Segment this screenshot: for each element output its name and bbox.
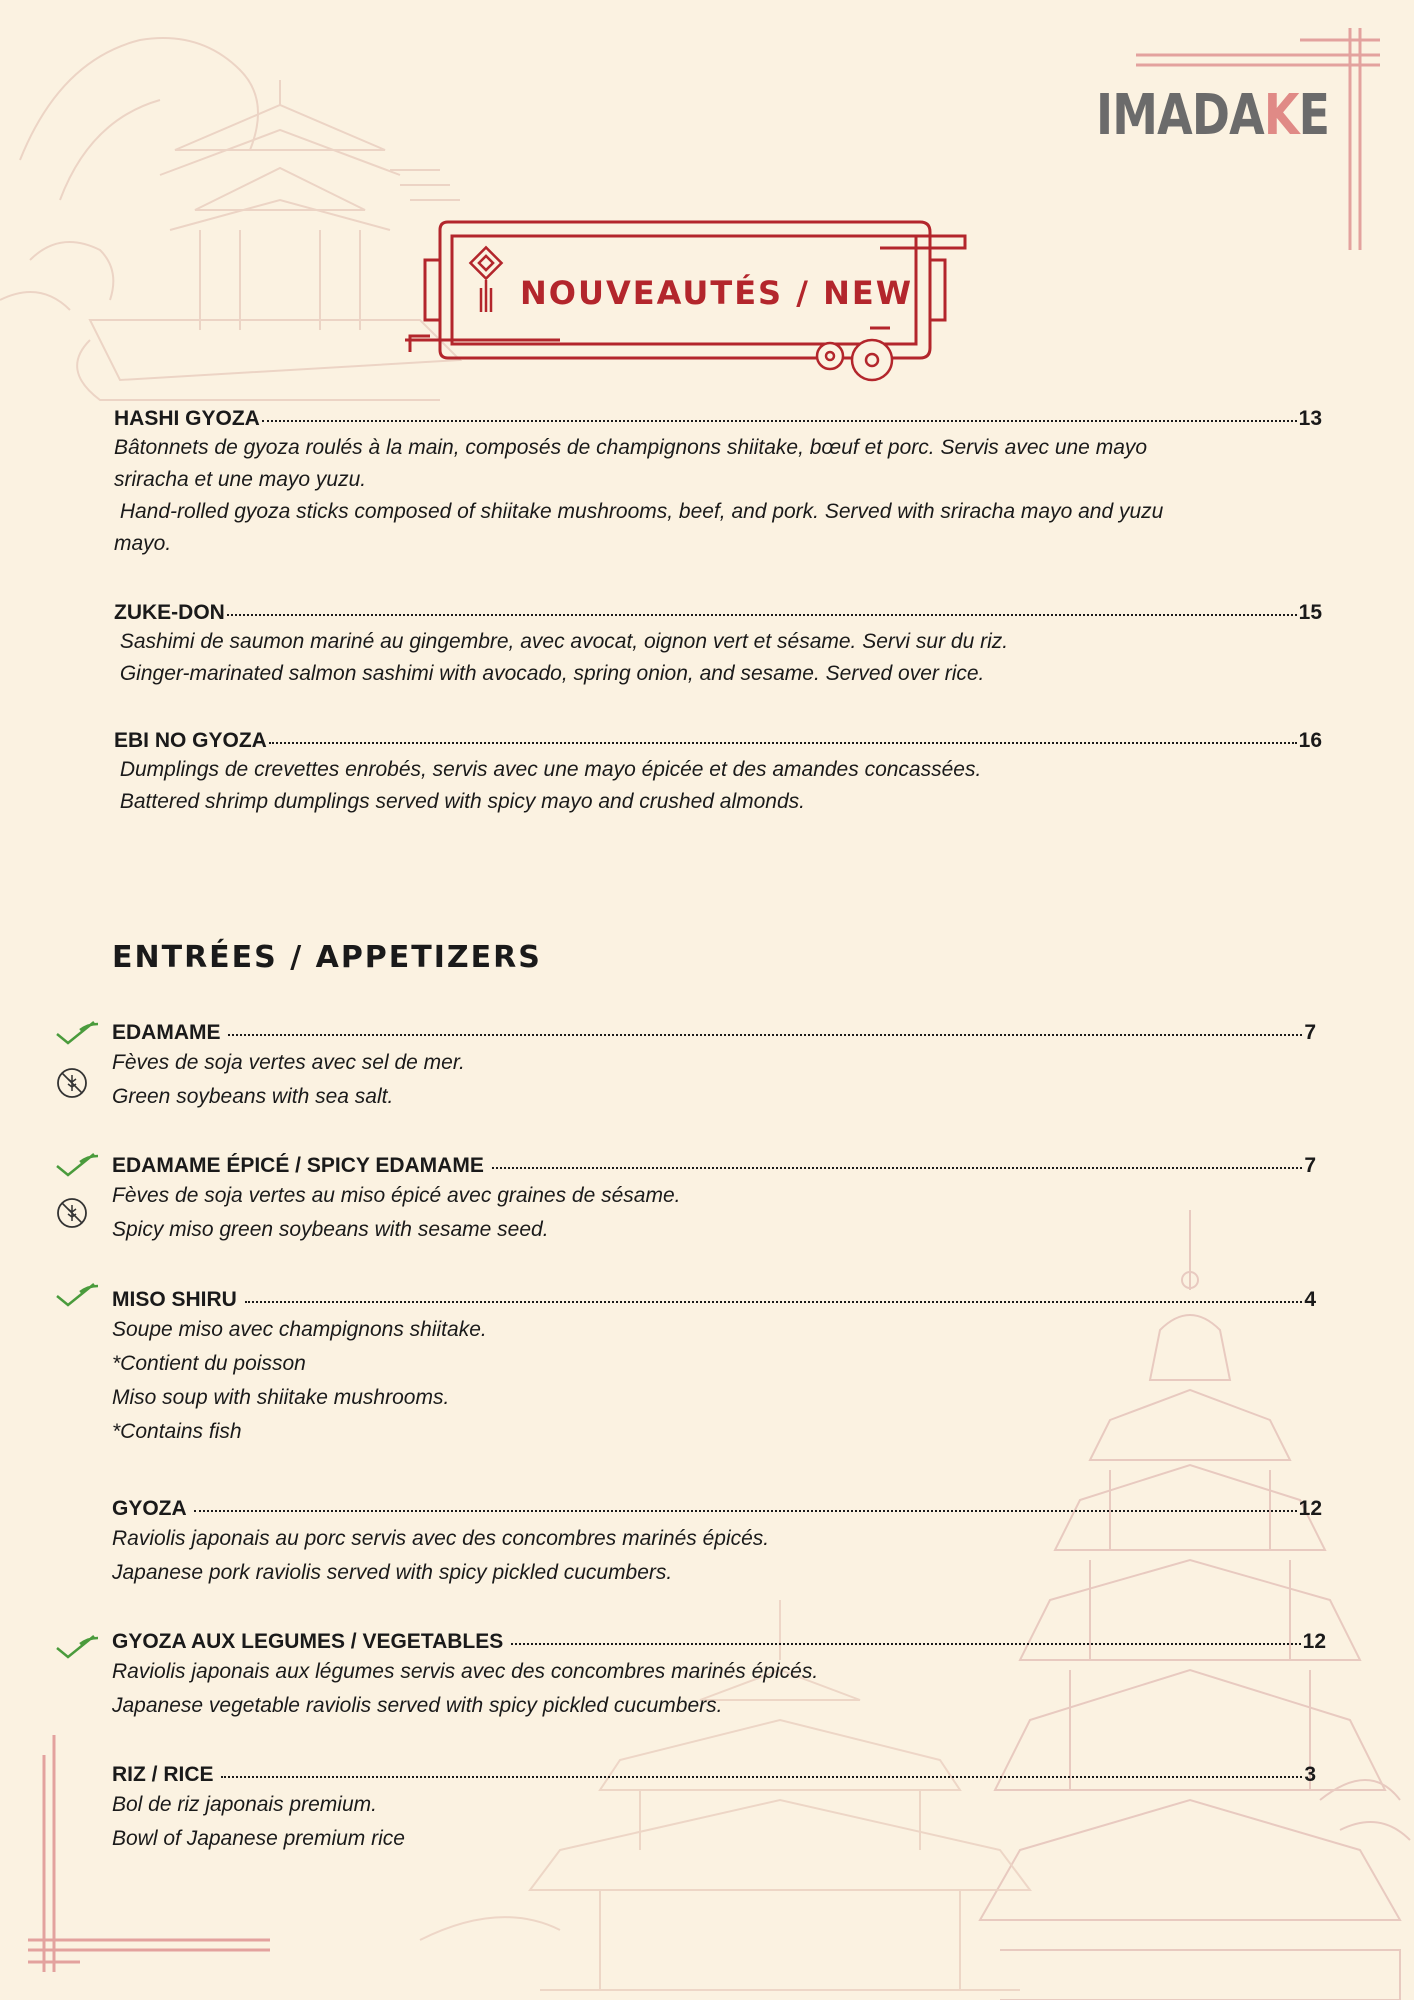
item-price: 13 [1298, 407, 1322, 430]
item-price: 12 [1302, 1630, 1326, 1653]
item-name: EBI NO GYOZA [114, 729, 267, 752]
item-description: Fèves de soja vertes au miso épicé avec graines de sésame. Spicy miso green soybeans with sesame seed. [112, 1184, 681, 1241]
appetizers-title: ENTRÉES / APPETIZERS [112, 940, 542, 975]
menu-item-zuke-don [114, 600, 1322, 690]
item-description: Soupe miso avec champignons shiitake. *Contient du poisson Miso soup with shiitake mushrooms. *Contains fish [112, 1318, 487, 1443]
item-description: Sashimi de saumon mariné au gingembre, avec avocat, oignon vert et sésame. Servi sur du riz. Ginger-marinated salmon sashimi with avocado, spring onion, and sesame. Served over rice. [114, 630, 1009, 685]
item-price: 7 [1304, 1154, 1316, 1177]
menu-item-ebi-no-gyoza [114, 728, 1322, 818]
item-name: MISO SHIRU [112, 1288, 243, 1311]
item-price: 3 [1304, 1763, 1316, 1786]
item-description: Bâtonnets de gyoza roulés à la main, composés de champignons shiitake, bœuf et porc. Servis avec une mayo sriracha et une mayo yuzu. Hand-rolled gyoza sticks composed of shiitake mushrooms, beef, and pork. Served with sriracha mayo and yuzu mayo. [114, 436, 1164, 555]
no-wheat-icon [55, 1066, 89, 1100]
item-name: RIZ / RICE [112, 1763, 220, 1786]
menu-item-miso-shiru [112, 1287, 1316, 1449]
item-price: 16 [1298, 729, 1322, 752]
chinese-knot-icon [470, 247, 501, 312]
item-name: GYOZA AUX LEGUMES / VEGETABLES [112, 1630, 510, 1653]
item-price: 15 [1298, 601, 1322, 624]
menu-item-gyoza [112, 1496, 1322, 1590]
vegetarian-check-icon [54, 1018, 100, 1048]
item-description: Dumplings de crevettes enrobés, servis avec une mayo épicée et des amandes concassées. Battered shrimp dumplings served with spicy mayo and crushed almonds. [114, 758, 982, 813]
vegetarian-check-icon [54, 1150, 100, 1180]
menu-item-spicy-edamame [112, 1153, 1316, 1247]
item-description: Raviolis japonais aux légumes servis avec des concombres marinés épicés. Japanese vegetable raviolis served with spicy pickled cucumbers. [112, 1660, 819, 1717]
vegetarian-check-icon [54, 1632, 100, 1662]
pavilion-sketch [0, 38, 460, 400]
item-price: 12 [1298, 1497, 1322, 1520]
item-name: GYOZA [112, 1497, 192, 1520]
menu-item-rice [112, 1762, 1316, 1856]
menu-item-vegetable-gyoza [112, 1629, 1326, 1723]
vegetarian-check-icon [54, 1280, 100, 1310]
menu-item-hashi-gyoza [114, 406, 1322, 560]
item-description: Bol de riz japonais premium. Bowl of Japanese premium rice [112, 1793, 405, 1850]
blossom-icon [817, 340, 892, 380]
new-section-title: NOUVEAUTÉS / NEW [520, 274, 913, 312]
item-name: HASHI GYOZA [114, 407, 260, 430]
item-price: 7 [1304, 1021, 1316, 1044]
item-name: EDAMAME ÉPICÉ / SPICY EDAMAME [112, 1154, 490, 1177]
item-name: EDAMAME [112, 1021, 227, 1044]
brand-logo: IMADAKE [1096, 83, 1330, 148]
no-wheat-icon [55, 1196, 89, 1230]
item-description: Fèves de soja vertes avec sel de mer. Green soybeans with sea salt. [112, 1051, 465, 1108]
item-description: Raviolis japonais au porc servis avec des concombres marinés épicés. Japanese pork raviolis served with spicy pickled cucumbers. [112, 1527, 770, 1584]
menu-item-edamame [112, 1020, 1316, 1114]
item-name: ZUKE-DON [114, 601, 225, 624]
item-price: 4 [1304, 1288, 1316, 1311]
